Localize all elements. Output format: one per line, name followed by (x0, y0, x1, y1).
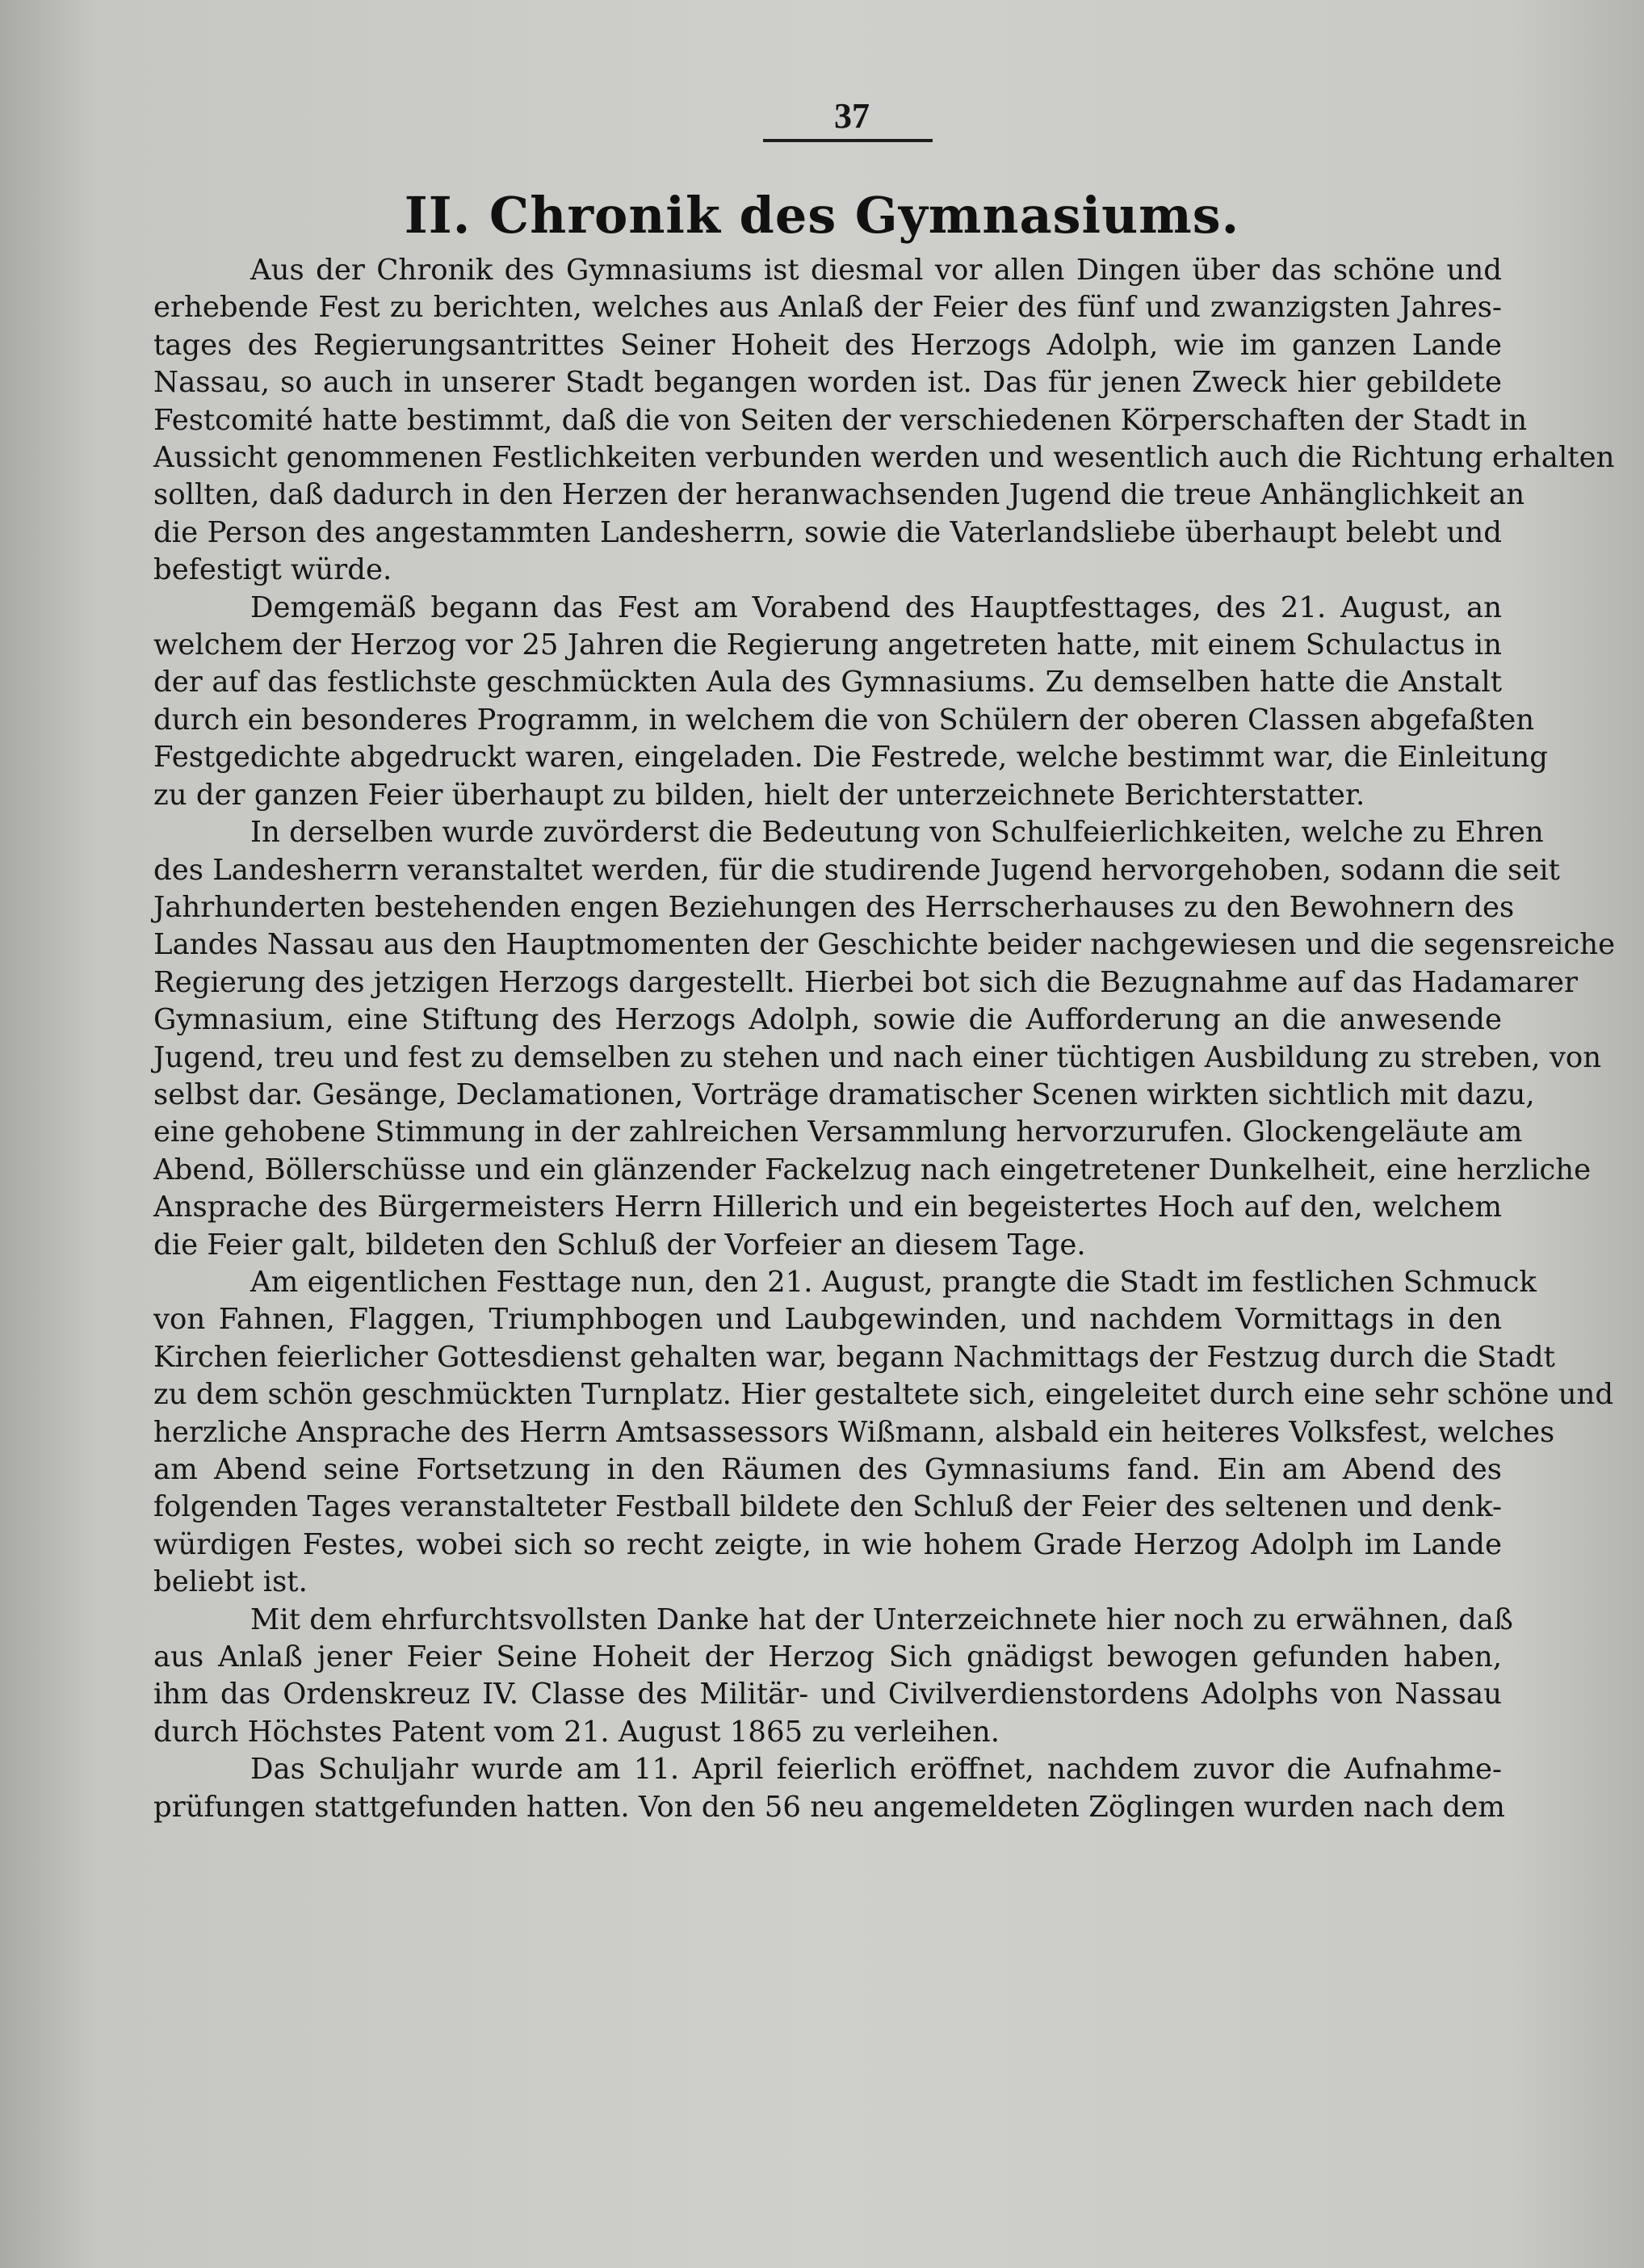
body-text (153, 252, 1616, 1826)
text-line: des Landesherrn veranstaltet werden, für die studirende Jugend hervorgehoben, sodann die seit (153, 853, 1560, 887)
text-line: Gymnasium, eine Stiftung des Herzogs Adolph, sowie die Aufforderung an die anwesende (153, 1003, 1502, 1037)
text-line: durch ein besonderes Programm, in welchem die von Schülern der oberen Classen abgefaßten (153, 703, 1535, 737)
text-line: Abend, Böllerschüsse und ein glänzender Fackelzug nach eingetretener Dunkelheit, eine herzliche (153, 1153, 1592, 1186)
text-line: erhebende Fest zu berichten, welches aus Anlaß der Feier des fünf und zwanzigsten Jahres- (153, 291, 1502, 325)
text-line: Jahrhunderten bestehenden engen Beziehungen des Herrscherhauses zu den Bewohnern des (153, 890, 1515, 924)
text-line: würdigen Festes, wobei sich so recht zeigte, in wie hohem Grade Herzog Adolph im Lande (153, 1527, 1502, 1561)
text-line: sollten, daß dadurch in den Herzen der heranwachsenden Jugend die treue Anhänglichkeit an (153, 478, 1525, 512)
text-line: welchem der Herzog vor 25 Jahren die Regierung angetreten hatte, mit einem Schulactus in (153, 628, 1502, 662)
paragraph (153, 1264, 1614, 1602)
text-line: eine gehobene Stimmung in der zahlreichen Versammlung hervorzurufen. Glockengeläute am (153, 1115, 1523, 1149)
text-line: In derselben wurde zuvörderst die Bedeutung von Schulfeierlichkeiten, welche zu Ehren (250, 816, 1544, 850)
text-line: zu der ganzen Feier überhaupt zu bilden, hielt der unterzeichnete Berichterstatter. (153, 778, 1365, 812)
text-line: die Person des angestammten Landesherrn, sowie die Vaterlandsliebe überhaupt belebt und (153, 515, 1502, 549)
text-line: Ansprache des Bürgermeisters Herrn Hillerich und ein begeistertes Hoch auf den, welchem (153, 1191, 1502, 1224)
text-line: aus Anlaß jener Feier Seine Hoheit der Herzog Sich gnädigst bewogen gefunden haben, (153, 1640, 1502, 1674)
paragraph (153, 252, 1615, 590)
text-line: befestigt würde. (153, 553, 392, 587)
page-number-rule (763, 139, 933, 142)
text-line: Festcomité hatte bestimmt, daß die von Seiten der verschiedenen Körperschaften der Stadt in (153, 403, 1528, 437)
text-line: am Abend seine Fortsetzung in den Räumen des Gymnasiums fand. Ein am Abend des (153, 1453, 1502, 1486)
text-line: Kirchen feierlicher Gottesdienst gehalten war, begann Nachmittags der Festzug durch die Stadt (153, 1340, 1555, 1374)
text-line: Nassau, so auch in unserer Stadt begangen worden ist. Das für jenen Zweck hier gebildete (153, 366, 1502, 400)
text-line: Festgedichte abgedruckt waren, eingeladen. Die Festrede, welche bestimmt war, die Einleitung (153, 741, 1548, 775)
text-line: die Feier galt, bildeten den Schluß der Vorfeier an diesem Tage. (153, 1228, 1086, 1262)
text-line: durch Höchstes Patent vom 21. August 1865 zu verleihen. (153, 1715, 1000, 1749)
text-line: herzliche Ansprache des Herrn Amtsassessors Wißmann, alsbald ein heiteres Volksfest, welches (153, 1415, 1555, 1449)
text-line: Das Schuljahr wurde am 11. April feierlich eröffnet, nachdem zuvor die Aufnahme- (250, 1753, 1502, 1787)
section-title: II. Chronik des Gymnasiums. (404, 186, 1240, 245)
text-line: Landes Nassau aus den Hauptmomenten der Geschichte beider nachgewiesen und die segensreiche (153, 928, 1616, 962)
text-line: der auf das festlichste geschmückten Aula des Gymnasiums. Zu demselben hatte die Anstalt (153, 666, 1502, 699)
text-line: prüfungen stattgefunden hatten. Von den 56 neu angemeldeten Zöglingen wurden nach dem (153, 1790, 1505, 1824)
text-line: Mit dem ehrfurchtsvollsten Danke hat der Unterzeichnete hier noch zu erwähnen, daß (250, 1602, 1513, 1636)
paragraph (153, 814, 1616, 1264)
text-line: von Fahnen, Flaggen, Triumphbogen und Laubgewinden, und nachdem Vormittags in den (153, 1303, 1502, 1337)
text-line: Demgemäß begann das Fest am Vorabend des Hauptfesttages, des 21. August, an (250, 590, 1502, 624)
text-line: folgenden Tages veranstalteter Festball bildete den Schluß der Feier des seltenen und denk- (153, 1490, 1502, 1524)
text-line: Aus der Chronik des Gymnasiums ist diesmal vor allen Dingen über das schöne und (250, 254, 1502, 287)
text-line: selbst dar. Gesänge, Declamationen, Vorträge dramatischer Scenen wirkten sichtlich mit dazu, (153, 1077, 1535, 1111)
text-line: Jugend, treu und fest zu demselben zu stehen und nach einer tüchtigen Ausbildung zu streben, von (153, 1040, 1602, 1074)
text-line: tages des Regierungsantrittes Seiner Hoheit des Herzogs Adolph, wie im ganzen Lande (153, 328, 1502, 362)
paragraph (153, 1751, 1505, 1826)
paragraph (153, 1602, 1513, 1752)
text-line: Aussicht genommenen Festlichkeiten verbunden werden und wesentlich auch die Richtung erhalten (153, 441, 1615, 475)
text-line: beliebt ist. (153, 1565, 308, 1599)
paragraph (153, 590, 1548, 814)
text-line: ihm das Ordenskreuz IV. Classe des Militär- und Civilverdienstordens Adolphs von Nassau (153, 1678, 1502, 1712)
text-line: Regierung des jetzigen Herzogs dargestellt. Hierbei bot sich die Bezugnahme auf das Hadamarer (153, 965, 1579, 999)
text-line: zu dem schön geschmückten Turnplatz. Hier gestaltete sich, eingeleitet durch eine sehr schöne und (153, 1378, 1614, 1412)
text-line: Am eigentlichen Festtage nun, den 21. August, prangte die Stadt im festlichen Schmuck (250, 1265, 1537, 1299)
page-number: 37 (834, 96, 870, 136)
